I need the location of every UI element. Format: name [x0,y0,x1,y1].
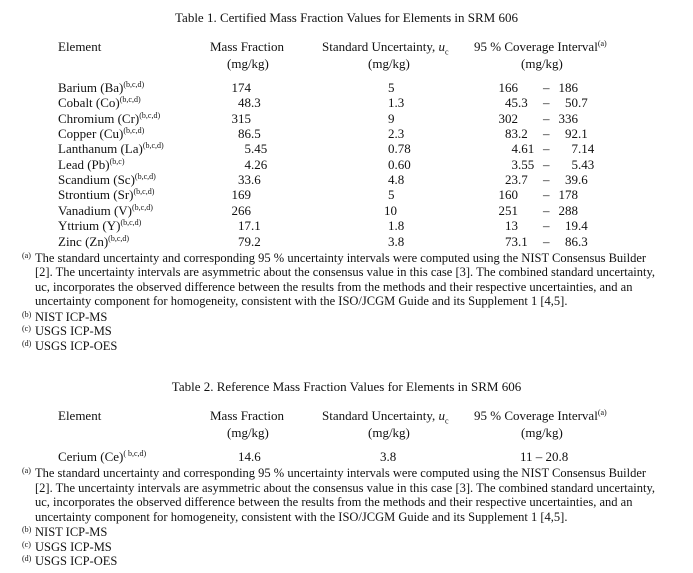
table-caption: Table 1. Certified Mass Fraction Values for Elements in SRM 606 [175,10,518,25]
header-interval-label: 95 % Coverage Interval [474,408,598,423]
element-method-sup: (b,c,d) [134,172,156,182]
interval-dash: – [543,156,550,172]
interval-low-value: 251 [498,202,518,218]
footnote-text: USGS ICP-OES [35,338,118,353]
interval-high-value: 178 [558,187,578,203]
mass-fraction-value: 169 [231,187,251,203]
footnote: (d) USGS ICP-OES [22,339,662,354]
mass-fraction-value: 48.3 [238,95,261,111]
uncertainty-value: 5 [388,80,395,95]
interval-low-value: 3.55 [511,156,535,172]
element-name [58,95,141,110]
uncertainty-value: 2.3 [388,126,405,142]
footnote: (c) USGS ICP-MS [22,540,662,555]
footnote: (a) The standard uncertainty and corresponding 95 % uncertainty intervals were computed using the NIST Consensus Builder [2]. The uncertainty intervals are asymmetric about the consensus value in this case [3]. The combined standard uncertainty, uc, incorporates the observed difference between the results from the methods and their respective uncertainties, and an uncertainty component for homogeneity, consistent with the ISO/JCGM Guide and its Supplement 1 [4,5]. [22,251,662,309]
mass-fraction-value: 174 [231,80,251,95]
header-mass-unit: (mg/kg) [227,425,269,440]
interval-high-value: 186 [558,80,578,95]
footnote-text: NIST ICP-MS [35,309,108,324]
footnote-text: The standard uncertainty and corresponding 95 % uncertainty intervals were computed using the NIST Consensus Builder [2]. The uncertainty intervals are asymmetric about the consensus value in this case [3]. The combined standard uncertainty, uc, incorporates the observed difference between the results from the methods and their respective uncertainties, and an uncertainty component for homogeneity, consistent with the ISO/JCGM Guide and its Supplement 1 [4,5]. [35,466,656,524]
interval-low-value: 45.3 [505,95,528,111]
element-method-sup: (b,c,d) [123,126,145,136]
mass-fraction-value: 79.2 [238,233,261,249]
uncertainty-symbol: u [438,408,445,423]
header-uncertainty-unit: (mg/kg) [368,56,410,71]
element-name [58,80,144,95]
coverage-interval: 11 – 20.8 [520,449,569,464]
element-method-sup: (b,c) [109,156,125,166]
interval-low-value: 13 [505,218,518,234]
element-method-sup: (b,c,d) [133,187,155,197]
interval-high-value: 86.3 [565,233,588,249]
header-interval-sup: (a) [597,408,607,417]
interval-high-value: 19.4 [565,218,588,234]
element-method-sup: (b,c,d) [139,110,161,120]
uncertainty-value: 0.78 [388,141,411,157]
interval-high-value: 5.43 [571,156,595,172]
header-uncertainty-label: Standard Uncertainty, [322,39,439,54]
interval-high-value: 288 [558,202,578,218]
element-method-sup: (b,c,d) [132,202,153,212]
uncertainty-subscript: c [444,47,449,57]
element-name [58,203,153,218]
element-label: Strontium (Sr) [58,187,134,203]
uncertainty-value: 5 [388,187,395,203]
interval-high-value: 39.6 [565,172,588,188]
interval-low-value: 302 [498,110,518,126]
uncertainty-symbol: u [438,39,445,54]
element-name [58,141,164,156]
header-mass-unit: (mg/kg) [227,56,269,71]
element-name [58,172,156,187]
element-name [58,187,154,202]
element-name [58,449,146,464]
interval-dash: – [543,233,550,249]
uncertainty-value: 0.60 [388,156,411,172]
footnote-text: NIST ICP-MS [35,525,108,540]
element-label: Yttrium (Y) [58,218,121,234]
interval-dash: – [543,80,550,95]
mass-fraction-value: 17.1 [238,218,261,234]
footnote-text: The standard uncertainty and corresponding 95 % uncertainty intervals were computed using the NIST Consensus Builder [2]. The uncertainty intervals are asymmetric about the consensus value in this case [3]. The combined standard uncertainty, uc, incorporates the observed difference between the results from the methods and their respective uncertainties, and an uncertainty component for homogeneity, consistent with the ISO/JCGM Guide and its Supplement 1 [4,5]. [35,250,656,309]
uncertainty-value: 4.8 [388,172,405,188]
element-label: Barium (Ba) [58,80,124,95]
interval-high-value: 92.1 [565,126,588,142]
header-interval [474,39,607,54]
footnote-text: USGS ICP-MS [35,324,112,339]
element-label: Scandium (Sc) [58,172,135,188]
element-label: Zinc (Zn) [58,233,109,249]
element-label: Lanthanum (La) [58,141,143,157]
element-label: Copper (Cu) [58,126,124,142]
header-mass-fraction: Mass Fraction [210,39,285,54]
interval-dash: – [543,95,550,111]
footnote: (b) NIST ICP-MS [22,525,662,540]
interval-dash: – [543,110,550,126]
mass-fraction-value: 33.6 [238,172,261,188]
element-method-sup: (b,c,d) [142,141,164,151]
element-name [58,234,129,249]
table-caption: Table 2. Reference Mass Fraction Values for Elements in SRM 606 [171,379,522,394]
interval-low-value: 83.2 [505,126,528,142]
interval-high-value: 7.14 [571,141,595,157]
mass-fraction-value: 5.45 [244,141,268,157]
uncertainty-value: 1.3 [388,95,405,111]
footnote: (c) USGS ICP-MS [22,324,662,339]
header-interval-unit: (mg/kg) [521,425,563,440]
interval-low-value: 160 [498,187,518,203]
interval-high-value: 336 [558,110,578,126]
element-name [58,218,141,233]
header-uncertainty-label: Standard Uncertainty, [322,408,439,423]
interval-dash: – [543,202,550,218]
footnote-text: USGS ICP-OES [35,554,118,569]
element-label: Chromium (Cr) [58,110,140,126]
element-name [58,126,144,141]
interval-dash: – [543,172,550,188]
header-element: Element [58,408,102,423]
footnote: (a) The standard uncertainty and corresponding 95 % uncertainty intervals were computed using the NIST Consensus Builder [2]. The uncertainty intervals are asymmetric about the consensus value in this case [3]. The combined standard uncertainty, uc, incorporates the observed difference between the results from the methods and their respective uncertainties, and an uncertainty component for homogeneity, consistent with the ISO/JCGM Guide and its Supplement 1 [4,5]. [22,466,662,524]
uncertainty-value: 10 [384,202,397,218]
element-label: Cerium (Ce) [58,449,124,464]
header-interval [474,408,607,423]
element-label: Lead (Pb) [58,156,110,172]
element-method-sup: (b,c,d) [119,95,141,105]
uncertainty-value: 1.8 [388,218,405,234]
header-interval-unit: (mg/kg) [521,56,563,71]
footnote-text: USGS ICP-MS [35,539,112,554]
element-method-sup: (b,c,d) [120,218,142,228]
header-element: Element [58,39,102,54]
interval-dash: – [543,126,550,142]
interval-low-value: 4.61 [511,141,535,157]
mass-fraction-value: 315 [231,110,251,126]
header-uncertainty-unit: (mg/kg) [368,425,410,440]
element-label: Vanadium (V) [58,202,133,218]
interval-dash: – [543,187,550,203]
interval-low-value: 23.7 [505,172,528,188]
element-name [58,111,160,126]
uncertainty-value: 3.8 [388,233,405,249]
uncertainty-value: 3.8 [380,449,397,464]
element-label: Cobalt (Co) [58,95,120,111]
header-interval-sup: (a) [597,39,607,48]
interval-low-value: 73.1 [505,233,528,249]
interval-high-value: 50.7 [565,95,588,111]
interval-low-value: 166 [498,80,518,95]
interval-dash: – [543,218,550,234]
element-method-sup: (b,c,d) [123,80,145,89]
mass-fraction-value: 4.26 [244,156,268,172]
mass-fraction-value: 14.6 [238,449,261,464]
interval-dash: – [543,141,550,157]
element-name [58,157,125,172]
uncertainty-value: 9 [388,110,395,126]
element-method-sup: ( b,c,d) [123,449,147,458]
header-mass-fraction: Mass Fraction [210,408,285,423]
uncertainty-subscript: c [444,416,449,426]
footnote: (b) NIST ICP-MS [22,310,662,325]
footnote: (d) USGS ICP-OES [22,554,662,569]
header-interval-label: 95 % Coverage Interval [474,39,598,54]
mass-fraction-value: 266 [231,202,251,218]
mass-fraction-value: 86.5 [238,126,261,142]
element-method-sup: (b,c,d) [108,233,130,243]
